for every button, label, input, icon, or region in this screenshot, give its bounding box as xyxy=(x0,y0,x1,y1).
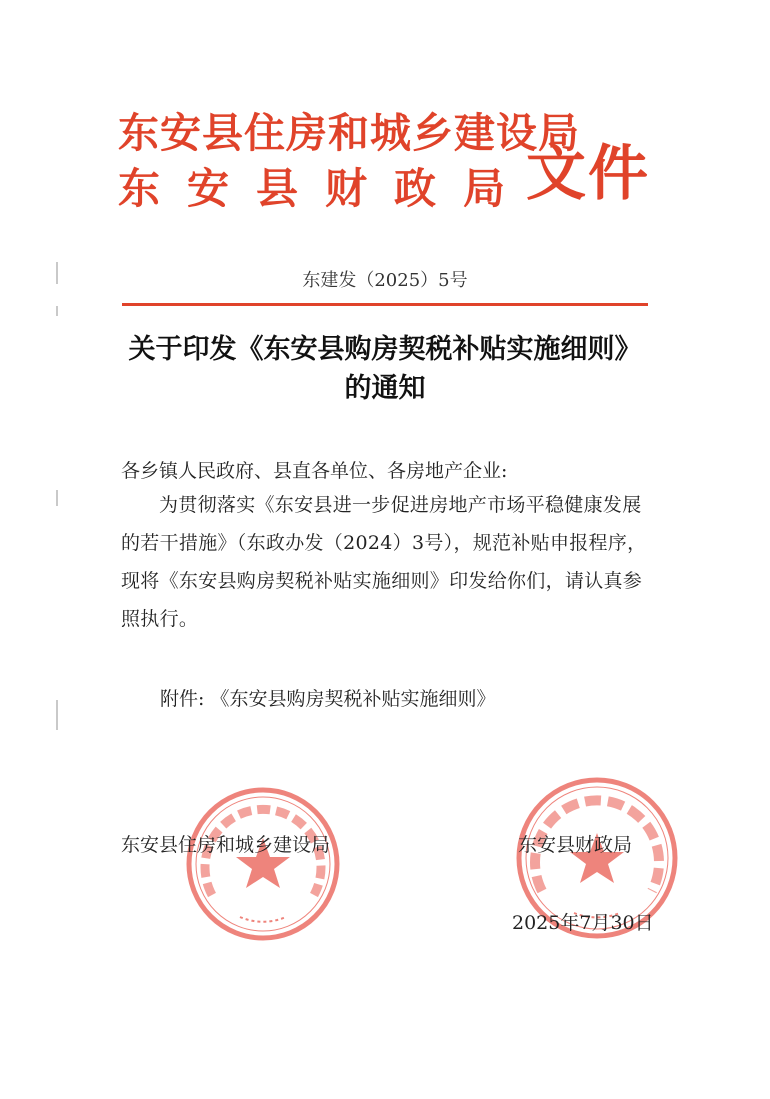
header-divider xyxy=(122,303,648,306)
document-type-label: 文件 xyxy=(526,139,650,209)
document-number: 东建发（2025）5号 xyxy=(302,270,468,291)
scan-mark xyxy=(56,490,58,506)
notice-title: 关于印发《东安县购房契税补贴实施细则》的通知 xyxy=(128,334,642,404)
scan-mark xyxy=(56,700,58,730)
housing-bureau-seal xyxy=(182,783,344,945)
signature-housing-bureau: 东安县住房和城乡建设局 xyxy=(121,834,331,856)
issuer-line-1: 东安县住房和城乡建设局 xyxy=(118,109,580,157)
issue-date: 2025年7月30日 xyxy=(512,912,654,934)
issuer-line-2: 东安县财政局 xyxy=(118,164,533,213)
attachment-line: 附件: 《东安县购房契税补贴实施细则》 xyxy=(160,688,496,710)
scan-mark xyxy=(56,306,58,316)
salutation: 各乡镇人民政府、县直各单位、各房地产企业: xyxy=(121,460,508,482)
body-paragraph: 为贯彻落实《东安县进一步促进房地产市场平稳健康发展的若干措施》（东政办发（2024）3号），规范补贴申报程序，现将《东安县购房契税补贴实施细则》印发给你们，请认真参照执行。 xyxy=(121,494,647,630)
signature-finance-bureau: 东安县财政局 xyxy=(518,834,633,856)
